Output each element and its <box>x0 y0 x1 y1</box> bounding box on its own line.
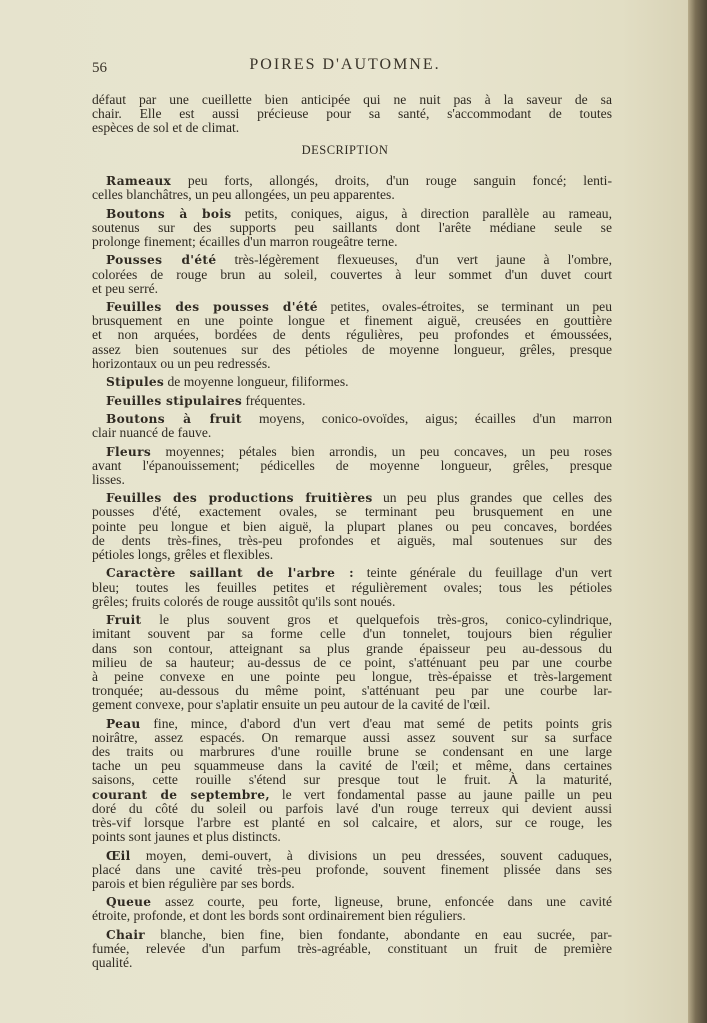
line-text: moyennes; pétales bien arrondis, un peu concaves, un peu roses <box>165 443 612 459</box>
text-line <box>92 788 612 802</box>
text-line <box>92 548 612 562</box>
paragraph-term: Pousses d'été <box>106 253 217 268</box>
line-text: petits, coniques, aigus, à direction parallèle au rameau, <box>244 205 612 221</box>
line-text: saisons, cette rouille s'étend sur presque tout le fruit. À la maturité, <box>92 772 612 788</box>
line-text: très-légèrement flexueuses, d'un vert jaune à l'ombre, <box>234 252 612 268</box>
text-line <box>92 942 612 956</box>
line-text: colorées de rouge brun au soleil, couvertes à leur sommet d'un duvet court <box>92 266 612 282</box>
text-line <box>92 816 612 830</box>
description-paragraph <box>92 895 612 923</box>
text-line <box>92 188 612 202</box>
description-paragraph <box>92 613 612 712</box>
line-text: étroite, profonde, et dont les bords sont ordinairement bien réguliers. <box>92 908 466 924</box>
line-text: clair nuancé de fauve. <box>92 425 212 441</box>
text-line <box>92 282 612 296</box>
page-number: 56 <box>92 60 107 76</box>
line-text: teinte générale du feuillage d'un vert <box>366 565 613 581</box>
text-line <box>92 642 612 656</box>
paragraph-term: Œil <box>106 848 131 863</box>
line-text: parois et bien régulière par ses bords. <box>92 875 295 891</box>
description-paragraph <box>92 375 612 389</box>
line-text: le plus souvent gros et quelquefois très-gros, conico-cylindrique, <box>159 612 612 628</box>
line-text: blanche, bien fine, bien fondante, abondante en eau sucrée, par- <box>160 926 612 942</box>
text-line <box>92 698 612 712</box>
text-line <box>92 773 612 787</box>
description-paragraph <box>92 253 612 296</box>
text-line: chair. Elle est aussi précieuse pour sa santé, s'accommodant de toutes <box>92 106 612 122</box>
line-text: brusquement en une pointe longue et finement aiguë, creusées en gouttière <box>92 313 612 329</box>
text-line <box>92 731 612 745</box>
text-line <box>92 300 612 314</box>
text-line <box>92 343 612 357</box>
line-text: doré du côté du soleil ou parfois lavé d'un rouge terreux qui devient aussi <box>92 800 612 816</box>
line-text: moyen, demi-ouvert, à divisions un peu dressées, souvent caduques, <box>145 847 612 863</box>
paragraph-term: Stipules <box>106 375 165 390</box>
running-head: POIRES D'AUTOMNE. <box>249 56 441 73</box>
text-line <box>92 221 612 235</box>
description-paragraph <box>92 491 612 562</box>
text-line: espèces de sol et de climat. <box>92 120 240 136</box>
text-line <box>92 473 612 487</box>
description-paragraph <box>92 445 612 488</box>
text-line <box>92 207 612 221</box>
text-line <box>92 863 612 877</box>
line-text: qualité. <box>92 955 133 971</box>
paragraph-term: Queue <box>106 895 152 910</box>
paragraph-term: Feuilles stipulaires <box>106 393 243 408</box>
paragraph-term: Fruit <box>106 613 142 628</box>
text-line <box>92 314 612 328</box>
description-body <box>92 174 612 975</box>
line-text: gement convexe, pour s'aplatir ensuite un peu autour de la cavité de l'œil. <box>92 697 491 713</box>
paragraph-term: Boutons à fruit <box>106 411 242 426</box>
line-text: un peu plus grandes que celles des <box>382 490 612 506</box>
line-text: noirâtre, assez espacés. On remarque aussi assez souvent sur sa surface <box>92 729 612 745</box>
line-text: le vert fondamental passe au jaune paille un peu <box>281 786 613 802</box>
text-line <box>92 520 612 534</box>
line-text: prolonge finement; écailles d'un marron rougeâtre terne. <box>92 233 398 249</box>
line-text: très-vif lorsque l'arbre est planté en sol calcaire, et alors, sur ce rouge, les <box>92 814 612 830</box>
line-text: soutenus sur des supports peu saillants dont l'arête médiane seule se <box>92 219 612 235</box>
line-text: des traits ou marbrures d'une rouille brune se condensant en une large <box>92 744 612 759</box>
text-line <box>92 627 612 641</box>
line-text: fréquentes. <box>245 392 306 408</box>
inline-bold-term: courant de septembre, <box>92 787 270 802</box>
paragraph-term: Feuilles des productions fruitières <box>106 491 373 506</box>
line-text: de moyenne longueur, filiformes. <box>167 374 349 390</box>
line-text: tache un peu squammeuse dans la cavité de l'œil; et même, dans certaines <box>92 758 612 774</box>
line-text: points sont jaunes et plus distincts. <box>92 829 281 845</box>
text-line <box>92 849 612 863</box>
text-line <box>92 581 612 595</box>
description-paragraph <box>92 566 612 609</box>
line-text: assez courte, peu forte, ligneuse, brune, enfoncée dans une cavité <box>165 894 612 910</box>
intro-text <box>92 93 612 136</box>
text-line <box>92 505 612 519</box>
paragraph-term: Fleurs <box>106 444 151 459</box>
line-text: petites, ovales-étroites, se terminant un peu <box>330 299 612 315</box>
text-line <box>92 253 612 267</box>
text-line <box>92 684 612 698</box>
line-text: fine, mince, d'abord d'un vert d'eau mat semé de petits points gris <box>153 715 613 731</box>
description-paragraph <box>92 174 612 202</box>
text-line <box>92 375 612 389</box>
line-text: horizontaux ou un peu redressés. <box>92 355 271 371</box>
text-line <box>92 595 612 609</box>
description-paragraph <box>92 412 612 440</box>
text-line <box>92 357 612 371</box>
line-text: tronquée; au-dessous du même point, s'atténuant peu par une courbe lar- <box>92 683 612 699</box>
line-text: celles blanchâtres, un peu allongées, un peu apparentes. <box>92 187 395 203</box>
text-line <box>92 445 612 459</box>
text-line <box>92 491 612 505</box>
text-line <box>92 877 612 891</box>
description-paragraph <box>92 300 612 371</box>
line-text: fumée, relevée d'un parfum très-agréable, constituant un fruit de première <box>92 941 612 956</box>
text-line <box>92 895 612 909</box>
text-line <box>92 268 612 282</box>
line-text: peu forts, allongés, droits, d'un rouge sanguin foncé; lenti- <box>187 173 612 188</box>
text-line <box>92 956 612 970</box>
line-text: moyens, conico-ovoïdes, aigus; écailles d'un marron <box>258 410 612 426</box>
paragraph-term: Feuilles des pousses d'été <box>106 300 318 315</box>
paragraph-term: Caractère saillant de l'arbre : <box>106 566 354 581</box>
page-edge <box>688 0 707 1023</box>
text-line <box>92 670 612 684</box>
text-line <box>92 328 612 342</box>
line-text: lisses. <box>92 471 125 487</box>
text-line <box>92 426 612 440</box>
text-line <box>92 928 612 942</box>
paragraph-term: Chair <box>106 927 146 942</box>
line-text: pétioles longs, grêles et flexibles. <box>92 547 274 562</box>
line-text: et non arquées, bordées de dents régulières, peu profondes et émoussées, <box>92 327 612 343</box>
line-text: placé dans une cavité très-peu profonde, souvent finement plissée dans ses <box>92 861 612 877</box>
text-line <box>92 394 612 408</box>
text-line: défaut par une cueillette bien anticipée qui ne nuit pas à la saveur de sa <box>92 92 612 107</box>
text-line <box>92 566 612 580</box>
line-text: pousses d'été, exactement ovales, se terminant peu brusquement en une <box>92 504 612 520</box>
line-text: grêles; fruits colorés de rouge aussitôt qu'ils sont noués. <box>92 593 396 609</box>
paragraph-term: Rameaux <box>106 174 172 188</box>
text-line <box>92 656 612 670</box>
description-paragraph <box>92 717 612 845</box>
line-text: dans son contour, atteignant sa plus grande épaisseur peu au-dessous du <box>92 640 612 656</box>
paragraph-term: Boutons à bois <box>106 206 232 221</box>
line-text: assez bien soutenues sur des pétioles de moyenne longueur, grêles, presque <box>92 341 612 357</box>
line-text: imitant souvent par sa forme celle d'un tonnelet, toujours bien régulier <box>92 626 612 642</box>
text-line <box>92 830 612 844</box>
line-text: avant l'épanouissement; pédicelles de moyenne longueur, grêles, presque <box>92 457 612 473</box>
text-line <box>92 613 612 627</box>
text-line <box>92 534 612 548</box>
text-line <box>92 235 612 249</box>
line-text: bleu; toutes les feuilles petites et régulièrement ovales; tous les pétioles <box>92 579 612 595</box>
paragraph-term: Peau <box>106 716 141 731</box>
text-line <box>92 717 612 731</box>
line-text: à peine convexe en une pointe peu longue, très-épaisse et très-largement <box>92 668 612 684</box>
description-paragraph <box>92 394 612 408</box>
text-line <box>92 412 612 426</box>
text-line <box>92 745 612 759</box>
text-line <box>92 909 612 923</box>
line-text: et peu serré. <box>92 280 159 296</box>
description-paragraph <box>92 207 612 250</box>
description-paragraph <box>92 928 612 971</box>
description-paragraph <box>92 849 612 892</box>
line-text: milieu de sa hauteur; au-dessus de ce point, s'atténuant peu par une courbe <box>92 654 612 670</box>
text-line <box>92 174 612 188</box>
section-title: DESCRIPTION <box>301 143 389 157</box>
text-line <box>92 459 612 473</box>
text-line <box>92 802 612 816</box>
line-text: pointe peu longue et bien aiguë, la plupart planes ou peu concaves, bordées <box>92 518 612 534</box>
line-text: de dents très-fines, très-peu profondes et aiguës, mal soutenues sur des <box>92 532 612 548</box>
